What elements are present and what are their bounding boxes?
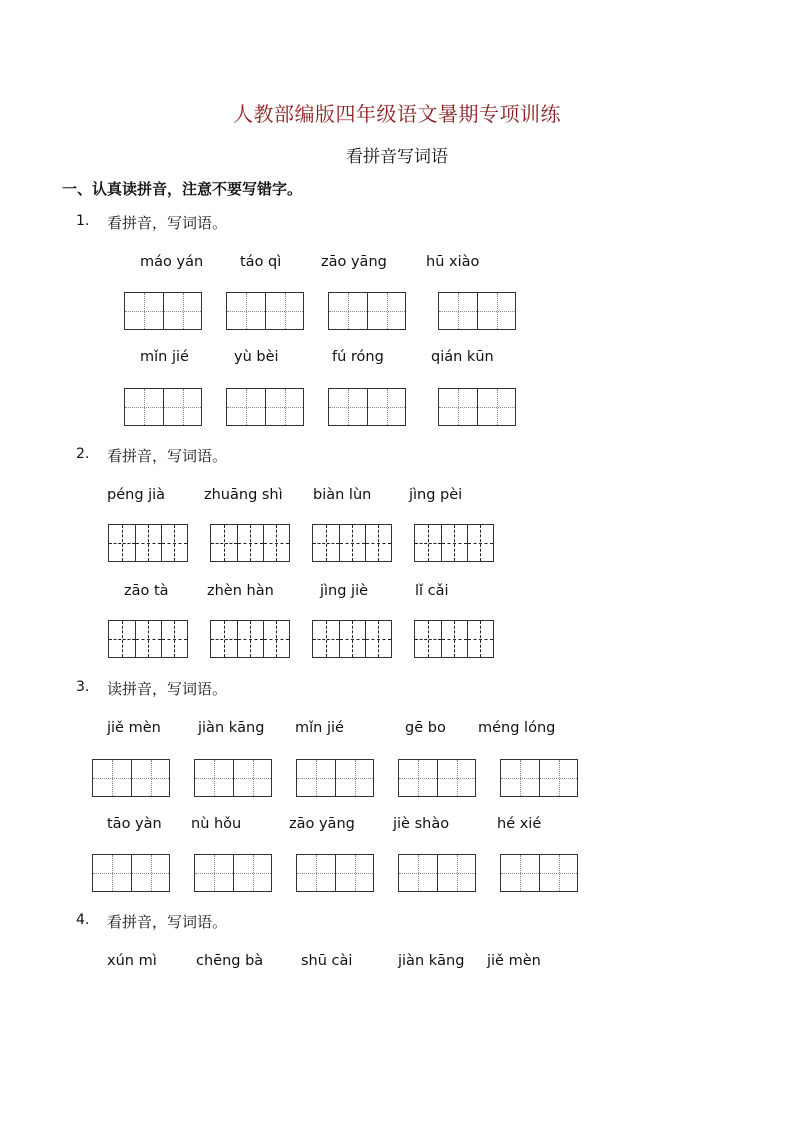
- pinyin-label: qián kūn: [431, 349, 494, 365]
- pinyin-label: shū cài: [301, 953, 353, 969]
- pinyin-label: máo yán: [140, 254, 204, 270]
- writing-grid[interactable]: [438, 292, 516, 330]
- writing-grid[interactable]: [500, 759, 578, 797]
- pinyin-label: jiàn kāng: [398, 953, 465, 969]
- question-instruction: 看拼音，写词语。: [107, 214, 228, 232]
- question-number: 1.: [76, 213, 90, 229]
- pinyin-label: chēng bà: [196, 953, 264, 969]
- pinyin-label: hū xiào: [426, 254, 480, 270]
- writing-grid[interactable]: [92, 759, 170, 797]
- pinyin-label: jiě mèn: [487, 953, 541, 969]
- pinyin-label: jiè shào: [393, 816, 450, 832]
- writing-grid[interactable]: [124, 292, 202, 330]
- question-instruction: 看拼音，写词语。: [107, 447, 228, 465]
- pinyin-label: mǐn jié: [140, 349, 189, 365]
- writing-grid[interactable]: [210, 620, 290, 658]
- writing-grid[interactable]: [92, 854, 170, 892]
- pinyin-label: jìng jiè: [320, 583, 369, 599]
- writing-grid[interactable]: [438, 388, 516, 426]
- writing-grid[interactable]: [194, 854, 272, 892]
- writing-grid[interactable]: [414, 524, 494, 562]
- pinyin-label: méng lóng: [478, 720, 556, 736]
- pinyin-label: xún mì: [107, 953, 157, 969]
- pinyin-label: péng jià: [107, 487, 166, 503]
- document-subtitle: 看拼音写词语: [346, 147, 448, 167]
- writing-grid[interactable]: [500, 854, 578, 892]
- writing-grid[interactable]: [108, 620, 188, 658]
- pinyin-label: zāo yāng: [289, 816, 355, 832]
- document-title: 人教部编版四年级语文暑期专项训练: [233, 102, 561, 126]
- pinyin-label: jìng pèi: [409, 487, 463, 503]
- question-number: 2.: [76, 446, 90, 462]
- question-number: 3.: [76, 679, 90, 695]
- writing-grid[interactable]: [226, 292, 304, 330]
- pinyin-label: nù hǒu: [191, 816, 242, 832]
- question-instruction: 看拼音，写词语。: [107, 913, 228, 931]
- pinyin-label: táo qì: [240, 254, 282, 270]
- writing-grid[interactable]: [108, 524, 188, 562]
- pinyin-label: fú róng: [332, 349, 384, 365]
- pinyin-label: biàn lùn: [313, 487, 372, 503]
- writing-grid[interactable]: [296, 759, 374, 797]
- pinyin-label: zhèn hàn: [207, 583, 274, 599]
- question-instruction: 读拼音，写词语。: [107, 680, 228, 698]
- pinyin-label: zhuāng shì: [204, 487, 283, 503]
- question-number: 4.: [76, 912, 90, 928]
- pinyin-label: gē bo: [405, 720, 446, 736]
- pinyin-label: jiě mèn: [107, 720, 161, 736]
- pinyin-label: zāo yāng: [321, 254, 387, 270]
- pinyin-label: hé xié: [497, 816, 542, 832]
- pinyin-label: tāo yàn: [107, 816, 162, 832]
- writing-grid[interactable]: [210, 524, 290, 562]
- writing-grid[interactable]: [414, 620, 494, 658]
- writing-grid[interactable]: [312, 620, 392, 658]
- writing-grid[interactable]: [194, 759, 272, 797]
- pinyin-label: mǐn jié: [295, 720, 344, 736]
- writing-grid[interactable]: [296, 854, 374, 892]
- section-heading: 一、认真读拼音，注意不要写错字。: [62, 180, 303, 198]
- pinyin-label: jiàn kāng: [198, 720, 265, 736]
- writing-grid[interactable]: [312, 524, 392, 562]
- writing-grid[interactable]: [398, 854, 476, 892]
- writing-grid[interactable]: [328, 388, 406, 426]
- pinyin-label: lǐ cǎi: [415, 583, 449, 599]
- writing-grid[interactable]: [226, 388, 304, 426]
- writing-grid[interactable]: [328, 292, 406, 330]
- pinyin-label: yù bèi: [234, 349, 279, 365]
- writing-grid[interactable]: [124, 388, 202, 426]
- writing-grid[interactable]: [398, 759, 476, 797]
- pinyin-label: zāo tà: [124, 583, 169, 599]
